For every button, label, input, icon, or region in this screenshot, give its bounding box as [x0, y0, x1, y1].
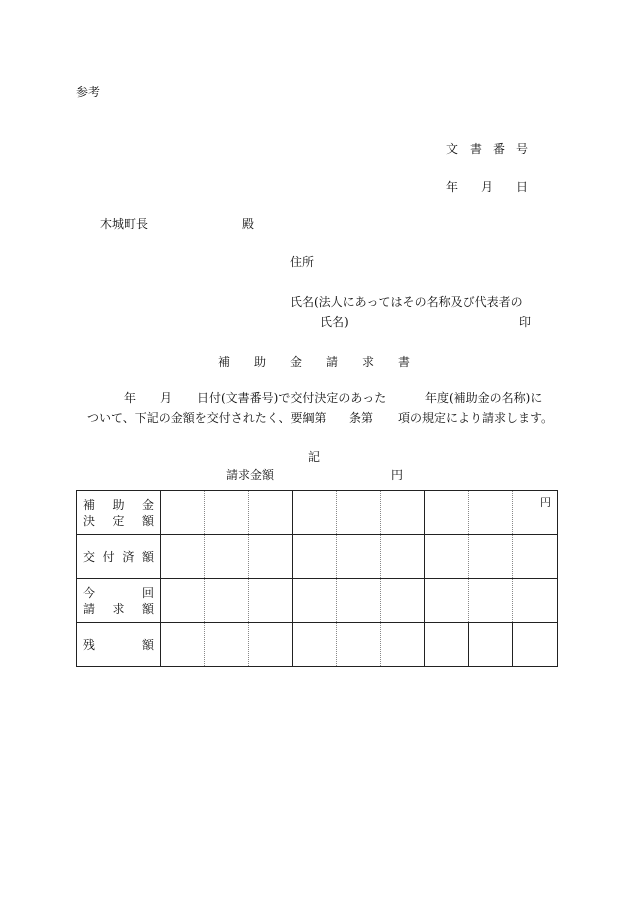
- request-amount-label: 請求金額: [226, 468, 275, 482]
- addressee-name: 木城町長: [100, 217, 149, 231]
- amount-cell[interactable]: [161, 623, 205, 667]
- amount-cell[interactable]: [381, 491, 425, 535]
- label-char: 額: [141, 549, 154, 564]
- applicant-name-line1: 氏名(法人にあってはその名称及び代表者の: [290, 295, 523, 309]
- label-char: 額: [141, 513, 154, 528]
- row-label-current: [77, 579, 161, 623]
- title-char: 助: [254, 355, 267, 369]
- label-char: 回: [141, 585, 154, 600]
- title-char: 求: [362, 355, 375, 369]
- amount-cell[interactable]: [249, 579, 293, 623]
- amount-table: [76, 490, 558, 667]
- doc-number-char: 文: [446, 142, 459, 156]
- amount-cell[interactable]: [469, 579, 513, 623]
- label-char: 請: [83, 601, 96, 616]
- row-label-issued: [77, 535, 161, 579]
- amount-cell[interactable]: [293, 535, 337, 579]
- doc-number-char: 書: [470, 142, 483, 156]
- label-char: 交: [83, 549, 96, 564]
- amount-cell[interactable]: [205, 491, 249, 535]
- body-line2-part2: 条第: [349, 411, 374, 425]
- addressee-honorific: 殿: [242, 217, 255, 231]
- amount-cell[interactable]: [513, 535, 558, 579]
- date-day: 日: [516, 180, 529, 194]
- amount-cell[interactable]: [205, 623, 249, 667]
- amount-cell[interactable]: [337, 535, 381, 579]
- amount-cell[interactable]: [469, 491, 513, 535]
- amount-cell[interactable]: [469, 623, 513, 667]
- amount-cell[interactable]: [381, 579, 425, 623]
- body-line2-part3: 項の規定により請求します。: [398, 411, 554, 425]
- seal-mark: 印: [519, 315, 532, 329]
- amount-cell[interactable]: [425, 623, 469, 667]
- amount-cell[interactable]: [337, 623, 381, 667]
- label-char: 額: [141, 637, 154, 652]
- yen-unit: 円: [540, 496, 551, 509]
- label-char: 額: [141, 601, 154, 616]
- amount-cell[interactable]: [161, 579, 205, 623]
- amount-cell[interactable]: [469, 535, 513, 579]
- label-char: 定: [112, 513, 125, 528]
- address-label: 住所: [290, 255, 315, 269]
- table-row: [77, 579, 558, 623]
- title-char: 書: [398, 355, 411, 369]
- amount-cell[interactable]: [425, 535, 469, 579]
- table-row: [77, 623, 558, 667]
- row-label-decided: [77, 491, 161, 535]
- amount-cell[interactable]: [205, 579, 249, 623]
- label-char: 済: [122, 549, 135, 564]
- title-char: 補: [218, 355, 231, 369]
- amount-cell[interactable]: [513, 579, 558, 623]
- date-month: 月: [481, 180, 494, 194]
- body-fiscal-year: 年度(補助金の名称)に: [425, 391, 543, 405]
- ki-label: 記: [308, 450, 321, 464]
- amount-cell[interactable]: [293, 579, 337, 623]
- amount-cell[interactable]: [425, 579, 469, 623]
- amount-cell[interactable]: [249, 623, 293, 667]
- table-row: [77, 535, 558, 579]
- body-year: 年: [124, 391, 137, 405]
- label-char: 今: [83, 585, 96, 600]
- request-amount-unit: 円: [391, 468, 404, 482]
- amount-cell[interactable]: [337, 491, 381, 535]
- label-char: 残: [83, 637, 96, 652]
- doc-number-char: 番: [493, 142, 506, 156]
- title-char: 請: [326, 355, 339, 369]
- body-line1-rest: 日付(文書番号)で交付決定のあった: [197, 391, 387, 405]
- amount-cell[interactable]: [293, 491, 337, 535]
- amount-cell[interactable]: [337, 579, 381, 623]
- body-line2-part1: ついて、下記の金額を交付されたく、要綱第: [87, 411, 327, 425]
- amount-cell[interactable]: [513, 623, 558, 667]
- amount-cell[interactable]: [425, 491, 469, 535]
- title-char: 金: [290, 355, 303, 369]
- amount-cell[interactable]: [249, 491, 293, 535]
- doc-number-char: 号: [516, 142, 529, 156]
- body-month: 月: [160, 391, 173, 405]
- label-char: 補: [83, 497, 96, 512]
- label-char: 金: [141, 497, 154, 512]
- label-char: 決: [83, 513, 96, 528]
- table-row: [77, 491, 558, 535]
- amount-cell[interactable]: [161, 535, 205, 579]
- applicant-name-line2: 氏名): [320, 315, 349, 329]
- label-char: 付: [102, 549, 115, 564]
- amount-cell[interactable]: [205, 535, 249, 579]
- label-char: 助: [112, 497, 125, 512]
- date-year: 年: [446, 180, 459, 194]
- amount-cell[interactable]: [513, 491, 558, 535]
- amount-cell[interactable]: [249, 535, 293, 579]
- reference-label: 参考: [76, 85, 101, 99]
- amount-cell[interactable]: [381, 535, 425, 579]
- amount-cell[interactable]: [161, 491, 205, 535]
- row-label-remaining: [77, 623, 161, 667]
- amount-cell[interactable]: [381, 623, 425, 667]
- label-char: 求: [112, 601, 125, 616]
- amount-cell[interactable]: [293, 623, 337, 667]
